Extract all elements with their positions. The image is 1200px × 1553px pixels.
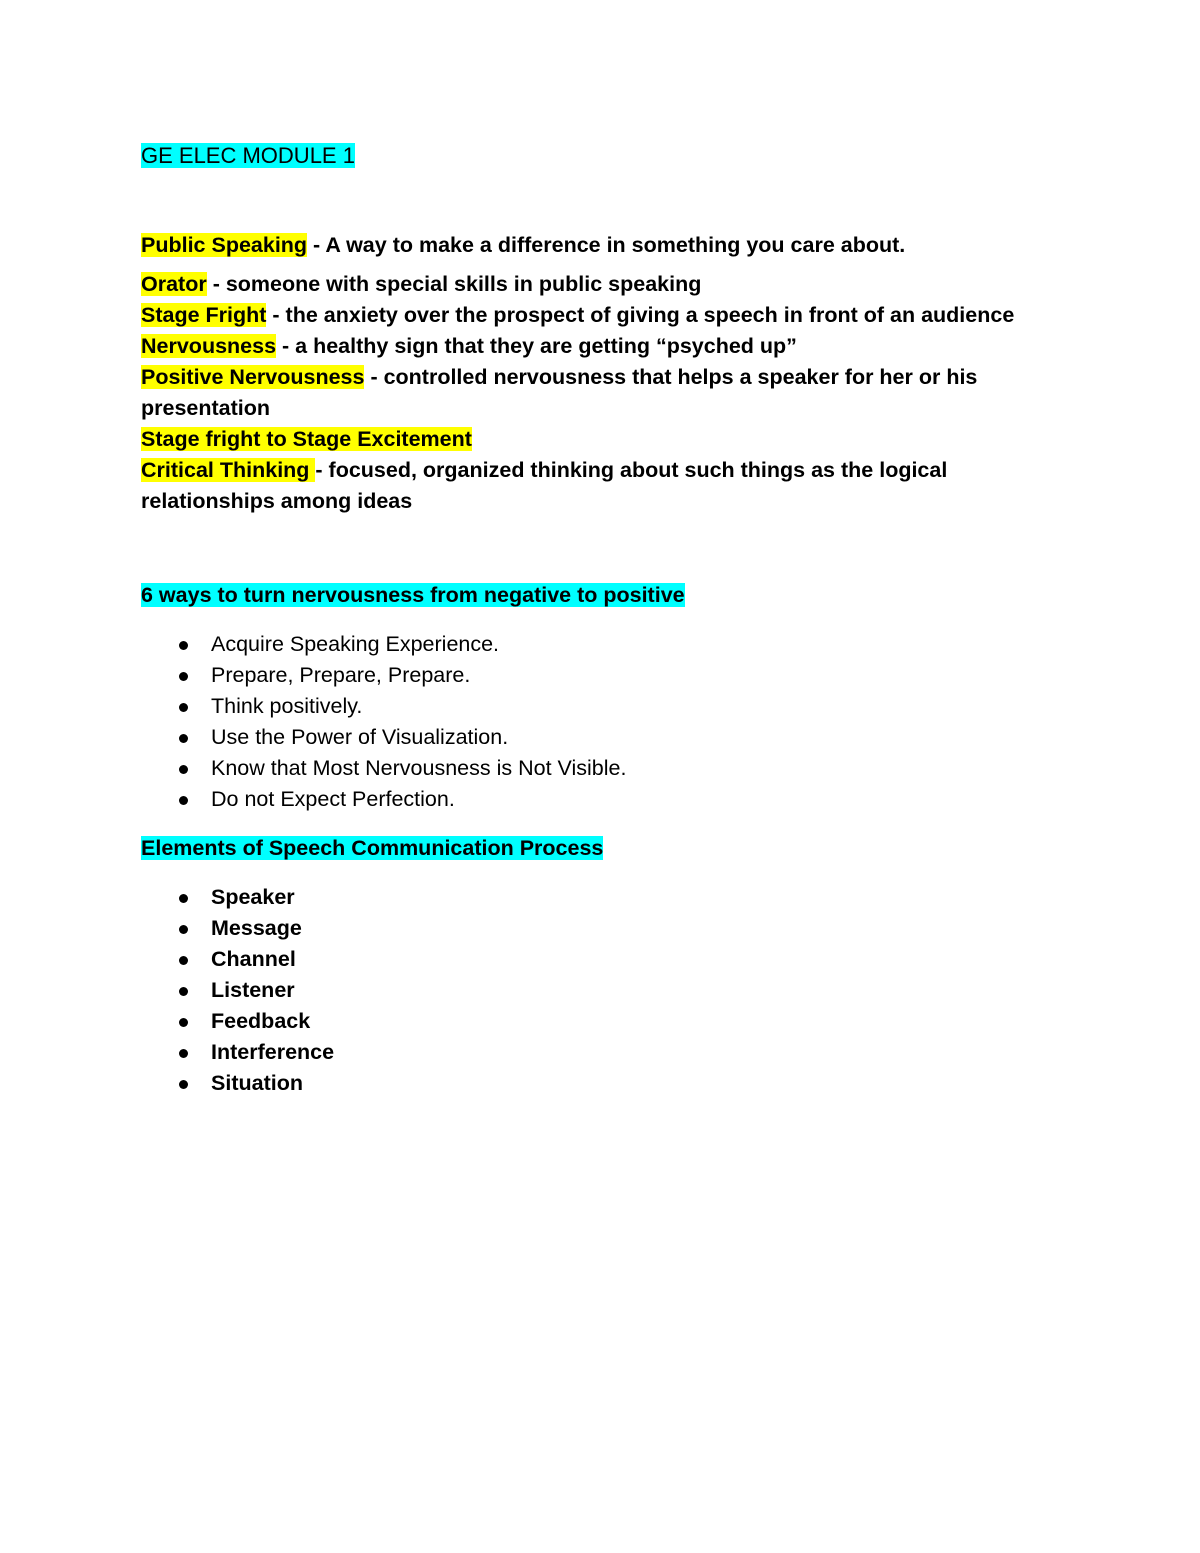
list-item-text: Prepare, Prepare, Prepare. xyxy=(211,663,471,687)
list-item-text: Interference xyxy=(211,1040,335,1064)
bullet-icon xyxy=(179,1018,188,1027)
definition-term: Positive Nervousness xyxy=(141,365,365,389)
definition-term: Orator xyxy=(141,272,207,296)
bullet-icon xyxy=(179,672,188,681)
list-item-text: Do not Expect Perfection. xyxy=(211,787,455,811)
list-item xyxy=(141,784,626,815)
list-item xyxy=(141,753,626,784)
list-item xyxy=(141,1037,334,1068)
list-item xyxy=(141,691,626,722)
section-heading-text: Elements of Speech Communication Process xyxy=(141,836,604,860)
definition-row xyxy=(141,269,1071,300)
list-item xyxy=(141,660,626,691)
list-item-text: Use the Power of Visualization. xyxy=(211,725,509,749)
definition-row xyxy=(141,300,1071,331)
list-item-text: Situation xyxy=(211,1071,303,1095)
list-item-text: Speaker xyxy=(211,885,295,909)
nervousness-tips-list xyxy=(141,629,626,815)
definition-text: - A way to make a difference in something you care about. xyxy=(307,233,906,257)
list-item-text: Message xyxy=(211,916,302,940)
bullet-icon xyxy=(179,641,188,650)
definition-term: Stage fright to Stage Excitement xyxy=(141,427,472,451)
bullet-icon xyxy=(179,765,188,774)
definition-text: - someone with special skills in public speaking xyxy=(206,272,702,296)
definition-row xyxy=(141,331,1071,362)
bullet-icon xyxy=(179,956,188,965)
list-item xyxy=(141,722,626,753)
list-item xyxy=(141,1006,334,1037)
definitions-block xyxy=(141,230,1071,517)
bullet-icon xyxy=(179,734,188,743)
list-item-text: Feedback xyxy=(211,1009,311,1033)
list-item xyxy=(141,629,626,660)
definition-row xyxy=(141,230,1071,261)
speech-elements-list xyxy=(141,882,334,1099)
list-item xyxy=(141,913,334,944)
list-item-text: Channel xyxy=(211,947,296,971)
bullet-icon xyxy=(179,796,188,805)
definition-text: - focused, organized thinking about such things as the logical relationships among ideas xyxy=(141,458,948,513)
list-item xyxy=(141,944,334,975)
section-heading-text: 6 ways to turn nervousness from negative to positive xyxy=(141,583,685,607)
definition-row xyxy=(141,455,1071,517)
bullet-icon xyxy=(179,987,188,996)
definition-term: Public Speaking xyxy=(141,233,308,257)
list-item xyxy=(141,1068,334,1099)
list-item-text: Know that Most Nervousness is Not Visible. xyxy=(211,756,627,780)
list-item-text: Think positively. xyxy=(211,694,363,718)
list-item xyxy=(141,882,334,913)
definition-term: Critical Thinking xyxy=(141,458,316,482)
bullet-icon xyxy=(179,1080,188,1089)
definition-text: - controlled nervousness that helps a speaker for her or his presentation xyxy=(141,365,978,420)
bullet-icon xyxy=(179,1049,188,1058)
section-heading-elements xyxy=(141,834,603,862)
list-item-text: Acquire Speaking Experience. xyxy=(211,632,500,656)
definition-text: - a healthy sign that they are getting “psyched up” xyxy=(276,334,797,358)
section-heading-nervousness xyxy=(141,581,685,609)
document-title xyxy=(141,142,355,170)
list-item xyxy=(141,975,334,1006)
bullet-icon xyxy=(179,925,188,934)
definition-text: - the anxiety over the prospect of giving a speech in front of an audience xyxy=(266,303,1015,327)
definition-term: Stage Fright xyxy=(141,303,267,327)
definition-row xyxy=(141,362,1071,424)
bullet-icon xyxy=(179,703,188,712)
list-item-text: Listener xyxy=(211,978,295,1002)
document-title-text: GE ELEC MODULE 1 xyxy=(141,143,355,168)
definition-row xyxy=(141,424,1071,455)
definition-term: Nervousness xyxy=(141,334,277,358)
bullet-icon xyxy=(179,894,188,903)
